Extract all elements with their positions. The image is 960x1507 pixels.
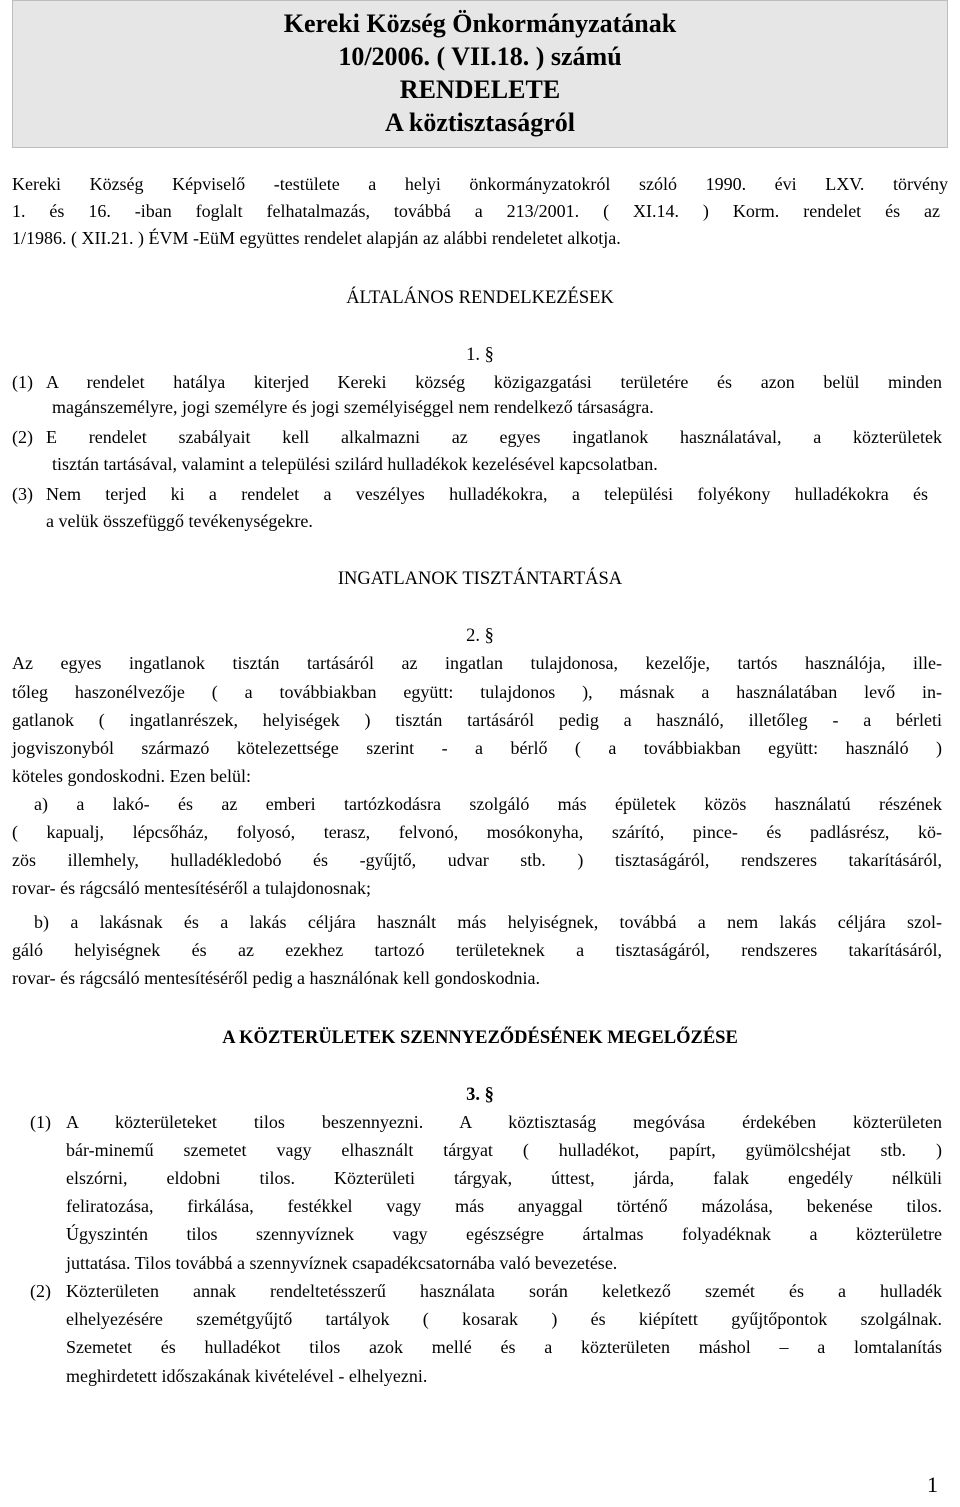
preamble-line-3: 1/1986. ( XII.21. ) ÉVM -EüM együttes rendelet alapján az alábbi rendeletet alkotja. <box>12 228 621 248</box>
s3-1-line-4: feliratozása, firkálása, festékkel vagy más anyaggal történő mázolása, bekenése tilos. <box>66 1196 942 1216</box>
s3-1-num: (1) <box>30 1112 51 1132</box>
s2-line-1: Az egyes ingatlanok tisztán tartásáról az ingatlan tulajdonosa, kezelője, tartós használója, ille- <box>12 653 942 673</box>
s1-2-num: (2) <box>12 427 33 447</box>
s2-a-line-4: rovar- és rágcsáló mentesítéséről a tulajdonosnak; <box>12 878 372 898</box>
section-1-number: 1. § <box>466 345 494 365</box>
s3-2-line-1: Közterületen annak rendeltetésszerű használata során keletkező szemét és a hulladék <box>66 1281 942 1301</box>
heading-ingatlan: INGATLANOK TISZTÁNTARTÁSA <box>337 569 623 589</box>
s3-2-num: (2) <box>30 1281 51 1301</box>
s2-a-line-3: zös illemhely, hulladékledobó és -gyűjtő, udvar stb. ) tisztaságáról, rendszeres takarításáról, <box>12 850 942 870</box>
s1-2-line-2: tisztán tartásával, valamint a települési szilárd hulladékok kezelésével kapcsolatban. <box>52 454 658 474</box>
section-2-number: 2. § <box>466 626 494 646</box>
s3-1-line-1: A közterületeket tilos beszennyezni. A köztisztaság megóvása érdekében közterületen <box>66 1112 942 1132</box>
s2-line-5: köteles gondoskodni. Ezen belül: <box>12 766 251 786</box>
s1-1-line-1: A rendelet hatálya kiterjed Kereki község közigazgatási területére és azon belül minden <box>46 372 942 392</box>
s1-3-line-1: Nem terjed ki a rendelet a veszélyes hulladékokra, a települési folyékony hulladékokra és <box>46 484 928 504</box>
s2-b-line-2: gáló helyiségnek és az ezekhez tartozó területeknek a tisztaságáról, rendszeres takarításáról, <box>12 940 942 960</box>
heading-kozter: A KÖZTERÜLETEK SZENNYEZŐDÉSÉNEK MEGELŐZÉSE <box>222 1028 738 1048</box>
s2-a-line-1: a) a lakó- és az emberi tartózkodásra szolgáló más épületek közös használatú részének <box>34 794 942 814</box>
preamble-line-2: 1. és 16. -iban foglalt felhatalmazás, továbbá a 213/2001. ( XI.14. ) Korm. rendelet és az <box>12 201 940 221</box>
title-line-2: 10/2006. ( VII.18. ) számú <box>338 42 622 71</box>
title-line-3: RENDELETE <box>399 75 561 104</box>
s3-1-line-6: juttatása. Tilos továbbá a szennyvíznek csapadékcsatornába való bevezetése. <box>66 1253 618 1273</box>
s2-b-line-3: rovar- és rágcsáló mentesítéséről pedig a használónak kell gondoskodnia. <box>12 968 540 988</box>
s3-1-line-3: elszórni, eldobni tilos. Közterületi tárgyak, úttest, járda, falak engedély nélküli <box>66 1168 942 1188</box>
s3-1-line-5: Úgyszintén tilos szennyvíznek vagy egészségre ártalmas folyadéknak a közterületre <box>66 1224 942 1244</box>
s1-3-line-2: a velük összefüggő tevékenységekre. <box>46 511 313 531</box>
title-line-4: A köztisztaságról <box>385 108 575 137</box>
s3-2-line-2: elhelyezésére szemétgyűjtő tartályok ( kosarak ) és kiépített gyűjtőpontok szolgálnak. <box>66 1309 942 1329</box>
page-number: 1 <box>927 1472 938 1497</box>
s3-2-line-4: meghirdetett időszakának kivételével - elhelyezni. <box>66 1366 428 1386</box>
s2-a-line-2: ( kapualj, lépcsőház, folyosó, terasz, felvonó, mosókonyha, szárító, pince- és padlásrész, kö- <box>12 822 942 842</box>
s2-line-3: gatlanok ( ingatlanrészek, helyiségek ) tisztán tartásáról pedig a használó, illetőleg - a bérleti <box>12 710 942 730</box>
s1-2-line-1: E rendelet szabályait kell alkalmazni az egyes ingatlanok használatával, a közterületek <box>46 427 942 447</box>
s1-1-line-2: magánszemélyre, jogi személyre és jogi személyiséggel nem rendelkező társaságra. <box>52 397 654 417</box>
heading-general: ÁLTALÁNOS RENDELKEZÉSEK <box>346 288 614 308</box>
s1-1-num: (1) <box>12 372 33 392</box>
s2-line-2: tőleg haszonélvezője ( a továbbiakban együtt: tulajdonos ), másnak a használatában levő in- <box>12 682 942 702</box>
s3-2-line-3: Szemetet és hulladékot tilos azok mellé és a közterületen máshol – a lomtalanítás <box>66 1337 942 1357</box>
title-line-1: Kereki Község Önkormányzatának <box>283 9 677 38</box>
preamble-line-1: Kereki Község Képviselő -testülete a helyi önkormányzatokról szóló 1990. évi LXV. törvény <box>12 174 948 194</box>
s2-line-4: jogviszonyból származó kötelezettsége szerint - a bérlő ( a továbbiakban együtt: használó ) <box>12 738 942 758</box>
s3-1-line-2: bár-minemű szemetet vagy elhasznált tárgyat ( hulladékot, papírt, gyümölcshéjat stb. ) <box>66 1140 942 1160</box>
s2-b-line-1: b) a lakásnak és a lakás céljára használt más helyiségnek, továbbá a nem lakás céljára szol- <box>34 912 942 932</box>
s1-3-num: (3) <box>12 484 33 504</box>
section-3-number: 3. § <box>466 1085 494 1105</box>
